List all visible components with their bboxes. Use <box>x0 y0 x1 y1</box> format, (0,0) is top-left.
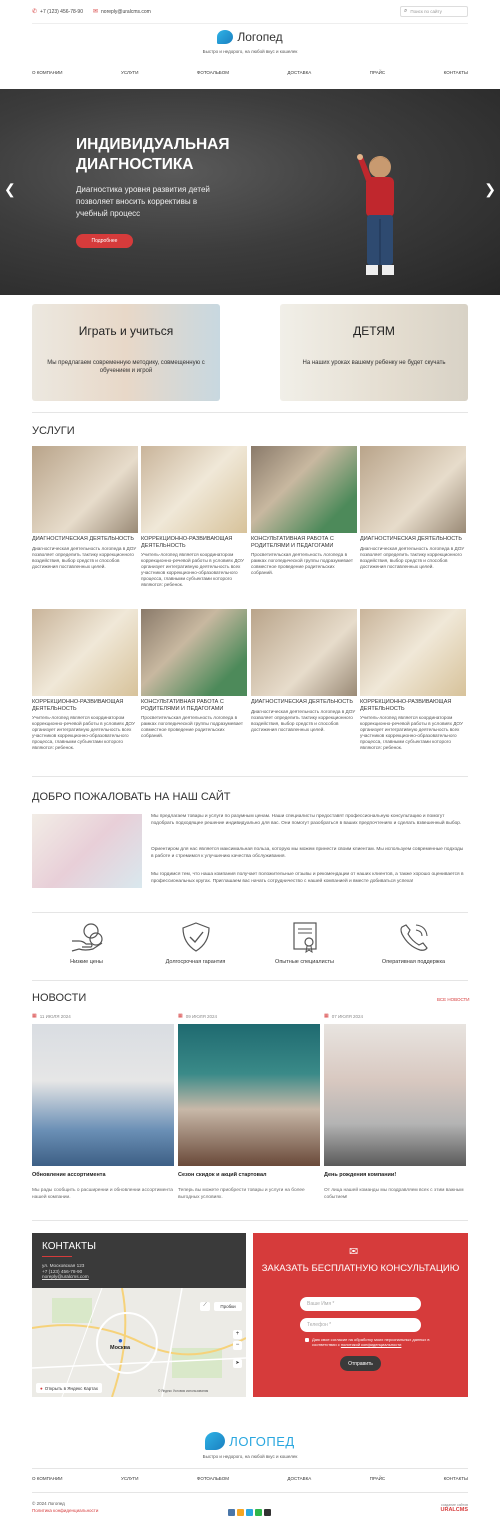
slider-prev-icon[interactable]: ❮ <box>4 181 16 197</box>
service-title: КОРРЕКЦИОННО-РАЗВИВАЮЩАЯ ДЕЯТЕЛЬНОСТЬ <box>141 536 233 549</box>
news-text: Мы рады сообщить о расширении и обновлении ассортимента нашей компании. <box>32 1188 173 1200</box>
contacts-phone[interactable]: +7 (123) 456-78-90 <box>42 1268 83 1274</box>
form-title: ЗАКАЗАТЬ БЕСПЛАТНУЮ КОНСУЛЬТАЦИЮ <box>261 1263 460 1274</box>
news-heading: НОВОСТИ <box>32 992 87 1004</box>
developer-credit[interactable] <box>441 1503 469 1513</box>
news-title: Обновление ассортимента <box>32 1172 106 1178</box>
main-nav <box>32 70 468 78</box>
news-date <box>178 1013 320 1019</box>
header-email[interactable] <box>93 8 151 15</box>
feature-support <box>359 921 468 965</box>
contacts-info <box>32 1233 246 1288</box>
service-title: КОНСУЛЬТАТИВНАЯ РАБОТА С РОДИТЕЛЯМИ И ПЕДАГОГАМИ <box>141 699 224 712</box>
mail-icon: ✉ <box>92 9 99 15</box>
whatsapp-icon[interactable] <box>255 1509 262 1516</box>
site-tagline: Быстро и недорого, на любой вкус и кошелек <box>202 49 298 54</box>
divider <box>32 1492 468 1493</box>
news-image <box>178 1024 320 1166</box>
map-zoom-out-icon[interactable]: − <box>233 1341 242 1350</box>
footer-nav <box>32 1476 468 1481</box>
promo-title: Играть и учиться <box>78 324 174 338</box>
footer-nav-about[interactable]: О КОМПАНИИ <box>32 1476 63 1481</box>
news-date-text: 07 ИЮЛЯ 2024 <box>331 1013 364 1019</box>
map-traffic-button[interactable] <box>214 1302 242 1311</box>
nav-item-photos[interactable]: ФОТОАЛЬБОМ <box>196 70 229 75</box>
footer-copyright: © 2024 Логопед <box>32 1501 65 1506</box>
service-image <box>360 609 466 696</box>
calendar-icon: ▦ <box>324 1013 329 1019</box>
service-text: Просветительская деятельность логопеда в рамках логопедической группы подразумевает совместное проведение родительских собраний. <box>251 552 354 575</box>
yandex-map[interactable] <box>32 1288 246 1397</box>
nav-item-price[interactable]: ПРАЙС <box>369 70 386 75</box>
submit-button[interactable]: Отправить <box>340 1356 381 1371</box>
search-input[interactable] <box>400 6 468 17</box>
footer-tagline: Быстро и недорого, на любой вкус и кошелек <box>202 1454 298 1459</box>
envelope-icon: ✉ <box>349 1246 359 1258</box>
header-phone-text: +7 (123) 456-78-90 <box>40 8 83 15</box>
news-image <box>324 1024 466 1166</box>
footer-bottom <box>32 1501 468 1521</box>
map-city-label: Москва <box>110 1345 131 1351</box>
divider <box>32 1468 468 1469</box>
feature-label: Опытные специалисты <box>275 959 334 965</box>
hero-subtitle: Диагностика уровня развития детей позволяет вносить коррективы в учебный процесс <box>76 185 210 218</box>
service-image <box>141 609 247 696</box>
agree-text <box>312 1337 442 1347</box>
shield-check-icon <box>178 921 214 953</box>
contacts-address: ул. Московская 123 <box>42 1263 85 1268</box>
consultation-form <box>253 1233 468 1397</box>
divider <box>32 776 468 777</box>
calendar-icon: ▦ <box>178 1013 183 1019</box>
promo-card-kids[interactable] <box>280 304 468 401</box>
dev-label: создание сайтов <box>440 1503 468 1507</box>
rutube-icon[interactable] <box>264 1509 271 1516</box>
logo-name: Логопед <box>237 30 283 44</box>
footer-logo-name: ЛОГОПЕД <box>229 1433 295 1449</box>
hero-slider <box>0 89 500 295</box>
map-zoom-in-icon[interactable]: + <box>233 1330 242 1339</box>
service-title: ДИАГНОСТИЧЕСКАЯ ДЕЯТЕЛЬНОСТЬ <box>360 536 462 542</box>
promo-card-play[interactable] <box>32 304 220 401</box>
name-placeholder: Ваше Имя * <box>307 1301 335 1307</box>
map-ruler-icon[interactable]: ⟋ <box>200 1302 210 1311</box>
feature-guarantee <box>141 921 250 965</box>
service-card[interactable] <box>141 609 247 739</box>
contacts-block <box>32 1233 246 1397</box>
divider <box>32 912 468 913</box>
service-card[interactable] <box>360 446 466 570</box>
service-text: Просветительская деятельность логопеда в рамках логопедической группы подразумевает совместное проведение родительских собраний. <box>141 715 244 738</box>
service-card[interactable] <box>251 609 357 733</box>
footer-nav-delivery[interactable]: ДОСТАВКА <box>287 1476 312 1481</box>
phone-placeholder: Телефон * <box>307 1322 332 1328</box>
welcome-paragraph: Ориентиром для нас является максимальная польза, которую мы можем принести своим клиентам. Мы используем современные подходы в работе и стремимся к улучшению качества обслуживания. <box>151 847 464 859</box>
service-text: Учитель-логопед является координатором коррекционно-речевой работы в условиях ДОУ организует интегративную деятельность всех участников коррекционно-образовательного процесса, главными субъектами которого являются: ребенок. <box>32 715 135 750</box>
ok-icon[interactable] <box>237 1509 244 1516</box>
services-heading: УСЛУГИ <box>32 425 75 437</box>
map-copyright: © Яндекс Условия использования <box>158 1389 209 1393</box>
service-image <box>251 446 357 533</box>
promo-text: Мы предлагаем современную методику, совмещенную с обучением и игрой <box>47 360 205 374</box>
feature-label: Оперативная поддержка <box>381 959 446 965</box>
dev-name: URALCMS <box>440 1507 468 1513</box>
service-card[interactable] <box>32 609 138 751</box>
social-icons <box>228 1509 273 1516</box>
news-item[interactable] <box>32 1013 174 1201</box>
promo-text: На наших уроках вашему ребенку не будет скучать <box>302 360 446 366</box>
header-email-text: noreply@uralcms.com <box>101 8 151 15</box>
slider-next-icon[interactable]: ❯ <box>484 181 496 197</box>
service-card[interactable] <box>251 446 357 576</box>
service-text: Учитель-логопед является координатором коррекционно-речевой работы в условиях ДОУ организует интегративную деятельность всех участников коррекционно-образовательного процесса, главными субъектами которого являются: ребенок. <box>360 715 463 750</box>
heading-underline <box>42 1256 72 1257</box>
service-title: КОНСУЛЬТАТИВНАЯ РАБОТА С РОДИТЕЛЯМИ И ПЕДАГОГАМИ <box>251 536 334 549</box>
yandex-pin-icon: ● <box>40 1385 43 1391</box>
hero-title: ИНДИВИДУАЛЬНАЯ ДИАГНОСТИКА <box>76 136 230 173</box>
agree-text-main: Даю свое согласие на обработку моих персональных данных в соответствии с <box>312 1337 430 1347</box>
service-image <box>32 609 138 696</box>
phone-support-icon <box>396 921 432 953</box>
vk-icon[interactable] <box>228 1509 235 1516</box>
privacy-link[interactable]: политикой конфиденциальности <box>340 1342 402 1347</box>
phone-field[interactable] <box>300 1318 421 1332</box>
feature-low-prices <box>32 921 141 965</box>
footer-nav-services[interactable]: УСЛУГИ <box>121 1476 139 1481</box>
certificate-icon <box>287 921 323 953</box>
news-date-text: 11 ИЮЛЯ 2024 <box>39 1013 71 1019</box>
service-text: Учитель-логопед является координатором коррекционно-речевой работы в условиях ДОУ организует интегративную деятельность всех участников коррекционно-образовательного процесса, главными субъектами которого являются: ребенок. <box>141 552 244 587</box>
map-locate-icon[interactable]: ➤ <box>233 1359 242 1368</box>
news-title: Сезон скидок и акций стартовал <box>178 1172 267 1178</box>
contacts-email[interactable]: noreply@uralcms.com <box>42 1274 89 1279</box>
name-field[interactable] <box>300 1297 421 1311</box>
service-title: ДИАГНОСТИЧЕСКАЯ ДЕЯТЕЛЬНОСТЬ <box>32 536 134 542</box>
service-card[interactable] <box>360 609 466 751</box>
service-image <box>141 446 247 533</box>
map-traffic-label: Пробки <box>220 1304 236 1309</box>
agree-checkbox[interactable] <box>305 1338 309 1342</box>
news-item[interactable] <box>178 1013 320 1201</box>
service-text: Диагностическая деятельность логопеда в ДОУ позволяет определить тактику коррекционного воздействия, выбор средств и способов достижения поставленных целей. <box>32 545 137 569</box>
map-pin-icon: ● <box>118 1336 123 1345</box>
feature-label: Долгосрочная гарантия <box>165 959 226 965</box>
welcome-heading: ДОБРО ПОЖАЛОВАТЬ НА НАШ САЙТ <box>32 791 231 803</box>
child-drawing-image <box>352 149 406 295</box>
map-open-label: Открыть в Яндекс Картах <box>44 1385 98 1391</box>
telegram-icon[interactable] <box>246 1509 253 1516</box>
welcome-paragraph: Мы гордимся тем, что наша компания получает положительные отзывы и рекомендации от наших клиентов, а также хорошо оценивается в профессиональных кругах. Приглашаем вас начать сотрудничество с нашей компанией и вместе добиваться успеха! <box>151 872 464 884</box>
news-item[interactable] <box>324 1013 466 1201</box>
service-text: Диагностическая деятельность логопеда в ДОУ позволяет определить тактику коррекционного воздействия, выбор средств и способов достижения поставленных целей. <box>251 708 356 732</box>
divider <box>32 1220 468 1221</box>
news-text: От лица нашей команды мы поздравляем всех с этим важным событием! <box>324 1188 464 1200</box>
news-date-text: 09 ИЮЛЯ 2024 <box>185 1013 218 1019</box>
map-open-link[interactable] <box>36 1383 102 1393</box>
footer-nav-contacts[interactable]: КОНТАКТЫ <box>443 1476 468 1481</box>
service-text: Диагностическая деятельность логопеда в ДОУ позволяет определить тактику коррекционного воздействия, выбор средств и способов достижения поставленных целей. <box>360 545 465 569</box>
footer-logo[interactable] <box>0 1432 500 1459</box>
divider <box>32 980 468 981</box>
service-image <box>32 446 138 533</box>
divider <box>32 412 468 413</box>
footer-privacy-link[interactable]: Политика конфиденциальности <box>32 1508 99 1513</box>
news-image <box>32 1024 174 1166</box>
news-text: Теперь вы можете приобрести товары и услуги на более выгодных условиях. <box>178 1188 305 1200</box>
welcome-image <box>32 814 142 888</box>
header-phone[interactable] <box>32 8 83 15</box>
logo-icon <box>205 1432 225 1450</box>
feature-specialists <box>250 921 359 965</box>
news-date <box>324 1013 466 1019</box>
service-title: ДИАГНОСТИЧЕСКАЯ ДЕЯТЕЛЬНОСТЬ <box>251 699 353 705</box>
service-card[interactable] <box>141 446 247 588</box>
service-image <box>360 446 466 533</box>
nav-item-contacts[interactable]: КОНТАКТЫ <box>443 70 468 75</box>
coins-hand-icon <box>69 921 105 953</box>
all-news-link[interactable]: ВСЕ НОВОСТИ <box>437 997 470 1002</box>
nav-item-services[interactable]: УСЛУГИ <box>121 70 139 75</box>
top-bar <box>32 0 468 24</box>
nav-item-about[interactable]: О КОМПАНИИ <box>32 70 63 75</box>
footer-nav-price[interactable]: ПРАЙС <box>369 1476 386 1481</box>
promo-section <box>32 304 468 401</box>
service-image <box>251 609 357 696</box>
nav-item-delivery[interactable]: ДОСТАВКА <box>287 70 312 75</box>
promo-title: ДЕТЯМ <box>353 324 395 338</box>
hero-more-button[interactable]: Подробнее <box>76 234 133 248</box>
service-title: КОРРЕКЦИОННО-РАЗВИВАЮЩАЯ ДЕЯТЕЛЬНОСТЬ <box>32 699 124 712</box>
search-placeholder: Поиск по сайту <box>410 9 442 14</box>
feature-label: Низкие цены <box>70 959 103 965</box>
phone-icon: ✆ <box>32 9 38 15</box>
service-title: КОРРЕКЦИОННО-РАЗВИВАЮЩАЯ ДЕЯТЕЛЬНОСТЬ <box>360 699 452 712</box>
contacts-heading: КОНТАКТЫ <box>42 1241 96 1252</box>
news-title: День рождения компании! <box>324 1172 397 1178</box>
footer-nav-photos[interactable]: ФОТОАЛЬБОМ <box>196 1476 229 1481</box>
site-logo[interactable] <box>0 30 500 54</box>
welcome-paragraph: Мы предлагаем товары и услуги по разумным ценам. Наши специалисты предоставят профессиональную консультацию и помогут подобрать подходящее решение индивидуально для вас. Они помогут разобраться в ваших предпочтениях и сделать взвешенный выбор. <box>151 814 462 826</box>
service-card[interactable] <box>32 446 138 570</box>
calendar-icon: ▦ <box>32 1013 37 1019</box>
search-icon: ⌕ <box>404 8 408 14</box>
logo-icon <box>217 30 233 44</box>
news-date <box>32 1013 174 1019</box>
